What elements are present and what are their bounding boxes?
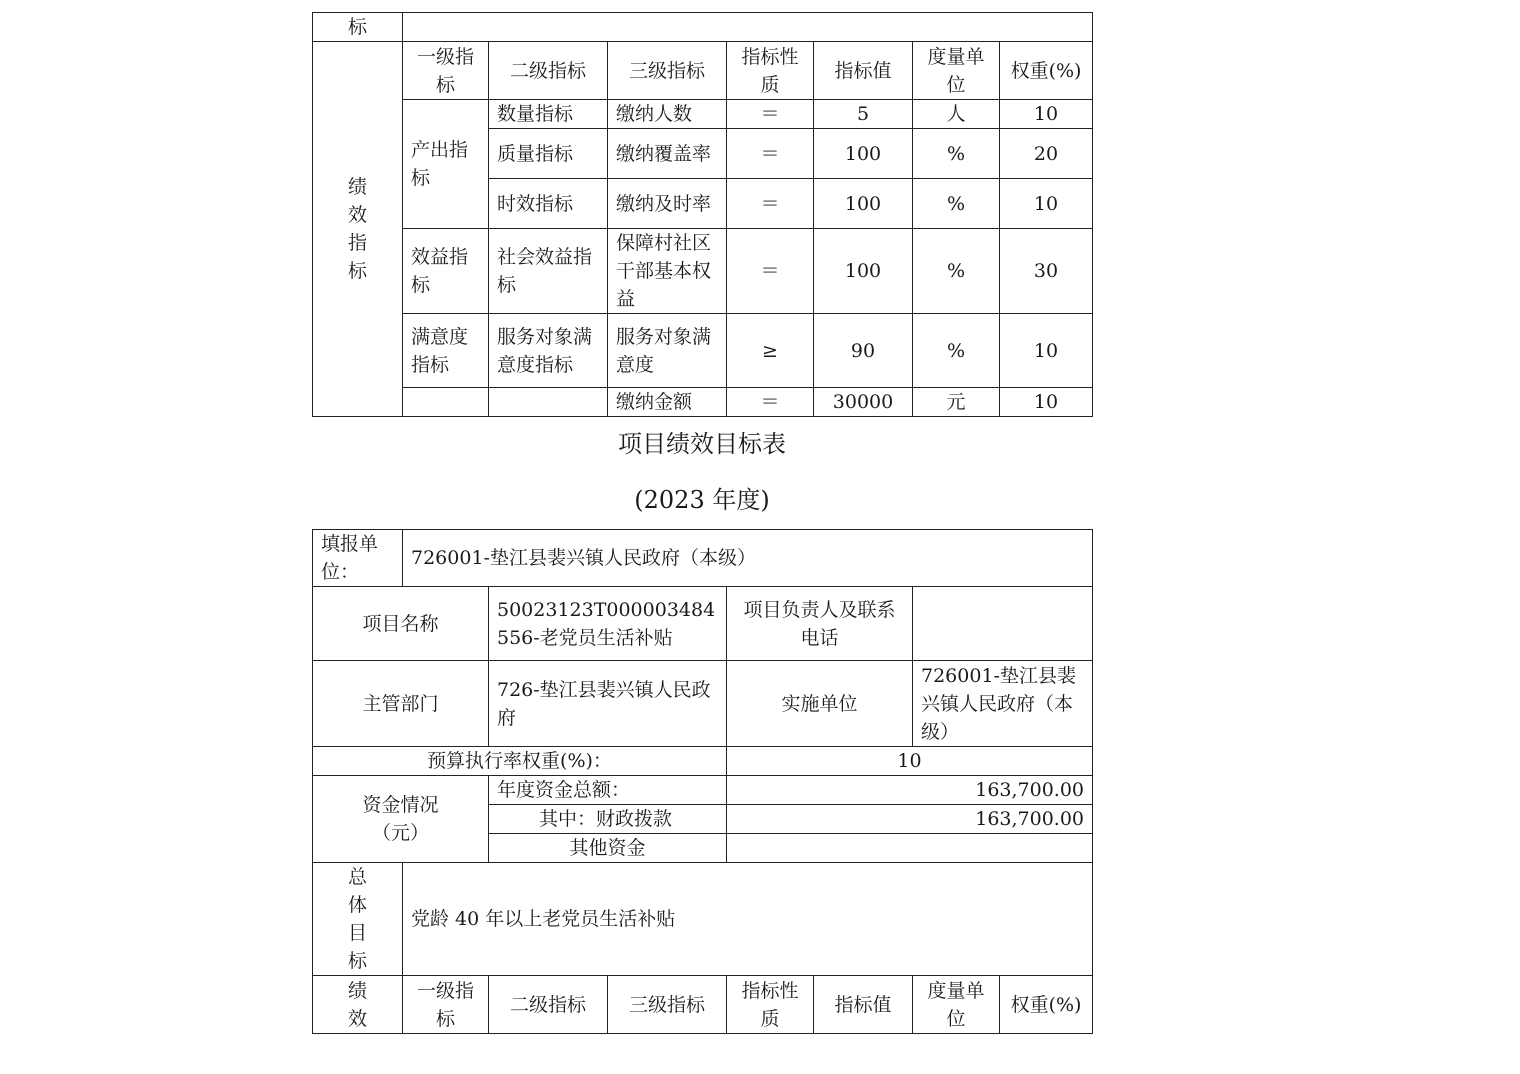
header-nature: 指标性质 — [727, 976, 814, 1034]
header-level2: 二级指标 — [489, 976, 608, 1034]
table-row — [313, 314, 1093, 388]
unit-cell: % — [913, 129, 1000, 179]
top-performance-table — [312, 12, 1093, 417]
level2-cell: 社会效益指标 — [489, 229, 608, 314]
level2-cell: 质量指标 — [489, 129, 608, 179]
funds-fiscal-value: 163,700.00 — [727, 805, 1093, 834]
level2-cell: 服务对象满意度指标 — [489, 314, 608, 388]
level2-cell: 数量指标 — [489, 100, 608, 129]
value-cell: 90 — [814, 314, 913, 388]
value-cell: 100 — [814, 129, 913, 179]
header-unit: 度量单位 — [913, 42, 1000, 100]
unit-cell: 元 — [913, 388, 1000, 417]
nature-cell: ＝ — [727, 179, 814, 229]
funds-label: 资金情况（元） — [313, 776, 489, 863]
impl-unit-label: 实施单位 — [727, 661, 913, 747]
section-year: (2023 年度) — [634, 486, 770, 514]
level1-cell: 产出指标 — [403, 100, 489, 229]
level2-cell — [489, 388, 608, 417]
impl-unit-value: 726001-垫江县裴兴镇人民政府（本级） — [913, 661, 1093, 747]
budget-rate-label: 预算执行率权重(%)： — [313, 747, 727, 776]
weight-cell: 10 — [1000, 388, 1093, 417]
nature-cell: ＝ — [727, 388, 814, 417]
header-level1: 一级指标 — [403, 976, 489, 1034]
header-value: 指标值 — [814, 976, 913, 1034]
funds-other-label: 其他资金 — [489, 834, 727, 863]
unit-cell: % — [913, 179, 1000, 229]
level2-cell: 时效指标 — [489, 179, 608, 229]
level3-cell: 缴纳金额 — [608, 388, 727, 417]
reporting-unit-value: 726001-垫江县裴兴镇人民政府（本级） — [403, 530, 1093, 587]
level1-cell: 满意度指标 — [403, 314, 489, 388]
perf-indicator-label: 绩 效 — [313, 976, 403, 1034]
budget-rate-value: 10 — [727, 747, 1093, 776]
project-lead-value — [913, 587, 1093, 661]
funds-fiscal-label: 其中：财政拨款 — [489, 805, 727, 834]
funds-total-label: 年度资金总额： — [489, 776, 727, 805]
level3-cell: 保障村社区干部基本权益 — [608, 229, 727, 314]
level3-cell: 服务对象满意度 — [608, 314, 727, 388]
nature-cell: ＝ — [727, 129, 814, 179]
funds-total-value: 163,700.00 — [727, 776, 1093, 805]
weight-cell: 30 — [1000, 229, 1093, 314]
header-unit: 度量单位 — [913, 976, 1000, 1034]
header-level2: 二级指标 — [489, 42, 608, 100]
nature-cell: ≥ — [727, 314, 814, 388]
table-row — [313, 388, 1093, 417]
section-title: 项目绩效目标表 — [618, 430, 786, 458]
weight-cell: 10 — [1000, 314, 1093, 388]
header-nature: 指标性质 — [727, 42, 814, 100]
project-name-value: 50023123T000003484556-老党员生活补贴 — [489, 587, 727, 661]
nature-cell: ＝ — [727, 229, 814, 314]
weight-cell: 10 — [1000, 100, 1093, 129]
header-level3: 三级指标 — [608, 42, 727, 100]
project-name-label: 项目名称 — [313, 587, 489, 661]
value-cell: 100 — [814, 179, 913, 229]
overall-goal-value-tail — [403, 13, 1093, 42]
overall-goal-label-tail: 标 — [313, 13, 403, 42]
unit-cell: % — [913, 229, 1000, 314]
value-cell: 30000 — [814, 388, 913, 417]
header-weight: 权重(%) — [1000, 42, 1093, 100]
unit-cell: 人 — [913, 100, 1000, 129]
level3-cell: 缴纳及时率 — [608, 179, 727, 229]
project-info-table — [312, 529, 1093, 1034]
weight-cell: 10 — [1000, 179, 1093, 229]
header-level1: 一级指标 — [403, 42, 489, 100]
reporting-unit-label: 填报单位： — [313, 530, 403, 587]
overall-goal-value: 党龄 40 年以上老党员生活补贴 — [403, 863, 1093, 976]
header-level3: 三级指标 — [608, 976, 727, 1034]
value-cell: 100 — [814, 229, 913, 314]
header-weight: 权重(%) — [1000, 976, 1093, 1034]
value-cell: 5 — [814, 100, 913, 129]
dept-label: 主管部门 — [313, 661, 489, 747]
table-row — [313, 100, 1093, 129]
weight-cell: 20 — [1000, 129, 1093, 179]
perf-indicator-label: 绩 效 指 标 — [313, 42, 403, 417]
unit-cell: % — [913, 314, 1000, 388]
funds-other-value — [727, 834, 1093, 863]
level1-cell: 效益指标 — [403, 229, 489, 314]
table-row — [313, 229, 1093, 314]
dept-value: 726-垫江县裴兴镇人民政府 — [489, 661, 727, 747]
header-value: 指标值 — [814, 42, 913, 100]
level1-cell — [403, 388, 489, 417]
nature-cell: ＝ — [727, 100, 814, 129]
level3-cell: 缴纳人数 — [608, 100, 727, 129]
project-lead-label: 项目负责人及联系电话 — [727, 587, 913, 661]
level3-cell: 缴纳覆盖率 — [608, 129, 727, 179]
overall-goal-label: 总 体 目 标 — [313, 863, 403, 976]
